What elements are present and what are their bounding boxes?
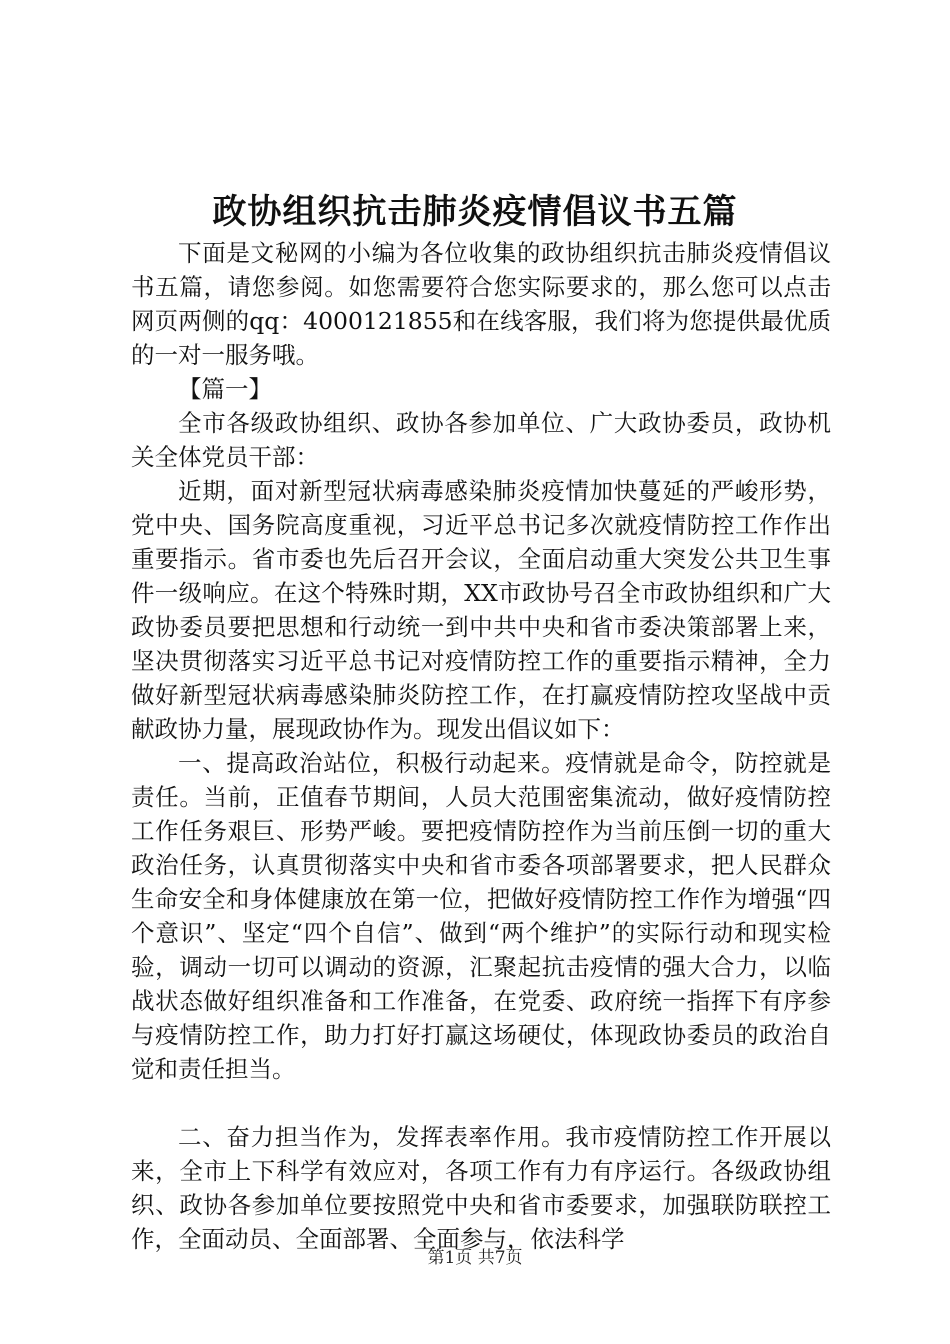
document-body — [131, 236, 831, 1256]
page-title: 政协组织抗击肺炎疫情倡议书五篇 — [212, 192, 738, 232]
body-paragraph: 近期，面对新型冠状病毒感染肺炎疫情加快蔓延的严峻形势，党中央、国务院高度重视，习近平总书记多次就疫情防控工作作出重要指示。省市委也先后召开会议，全面启动重大突发公共卫生事件一级响应。在这个特殊时期，XX市政协号召全市政协组织和广大政协委员要把思想和行动统一到中共中央和省市委决策部署上来，坚决贯彻落实习近平总书记对疫情防控工作的重要指示精神，全力做好新型冠状病毒感染肺炎防控工作，在打赢疫情防控攻坚战中贡献政协力量，展现政协作为。现发出倡议如下： — [131, 477, 831, 743]
body-paragraph: 一、提高政治站位，积极行动起来。疫情就是命令，防控就是责任。当前，正值春节期间，人员大范围密集流动，做好疫情防控工作任务艰巨、形势严峻。要把疫情防控作为当前压倒一切的重大政治任务，认真贯彻落实中央和省市委各项部署要求，把人民群众生命安全和身体健康放在第一位，把做好疫情防控工作作为增强“四个意识”、坚定“四个自信”、做到“两个维护”的实际行动和现实检验，调动一切可以调动的资源，汇聚起抗击疫情的强大合力，以临战状态做好组织准备和工作准备，在党委、政府统一指挥下有序参与疫情防控工作，助力打好打赢这场硬仗，体现政协委员的政治自觉和责任担当。 — [131, 749, 831, 1083]
body-paragraph: 二、奋力担当作为，发挥表率作用。我市疫情防控工作开展以来，全市上下科学有效应对，各项工作有力有序运行。各级政协组织、政协各参加单位要按照党中央和省市委要求，加强联防联控工作，全面动员、全面部署、全面参与，依法科学 — [131, 1123, 831, 1253]
salutation-paragraph: 全市各级政协组织、政协各参加单位、广大政协委员，政协机关全体党员干部： — [131, 409, 831, 471]
section-heading: 【篇一】 — [178, 375, 272, 403]
intro-paragraph: 下面是文秘网的小编为各位收集的政协组织抗击肺炎疫情倡议书五篇，请您参阅。如您需要符合您实际要求的，那么您可以点击网页两侧的qq：4000121855和在线客服，我们将为您提供最优质的一对一服务哦。 — [131, 239, 831, 369]
page-footer: 第1页 共7页 — [427, 1248, 523, 1268]
